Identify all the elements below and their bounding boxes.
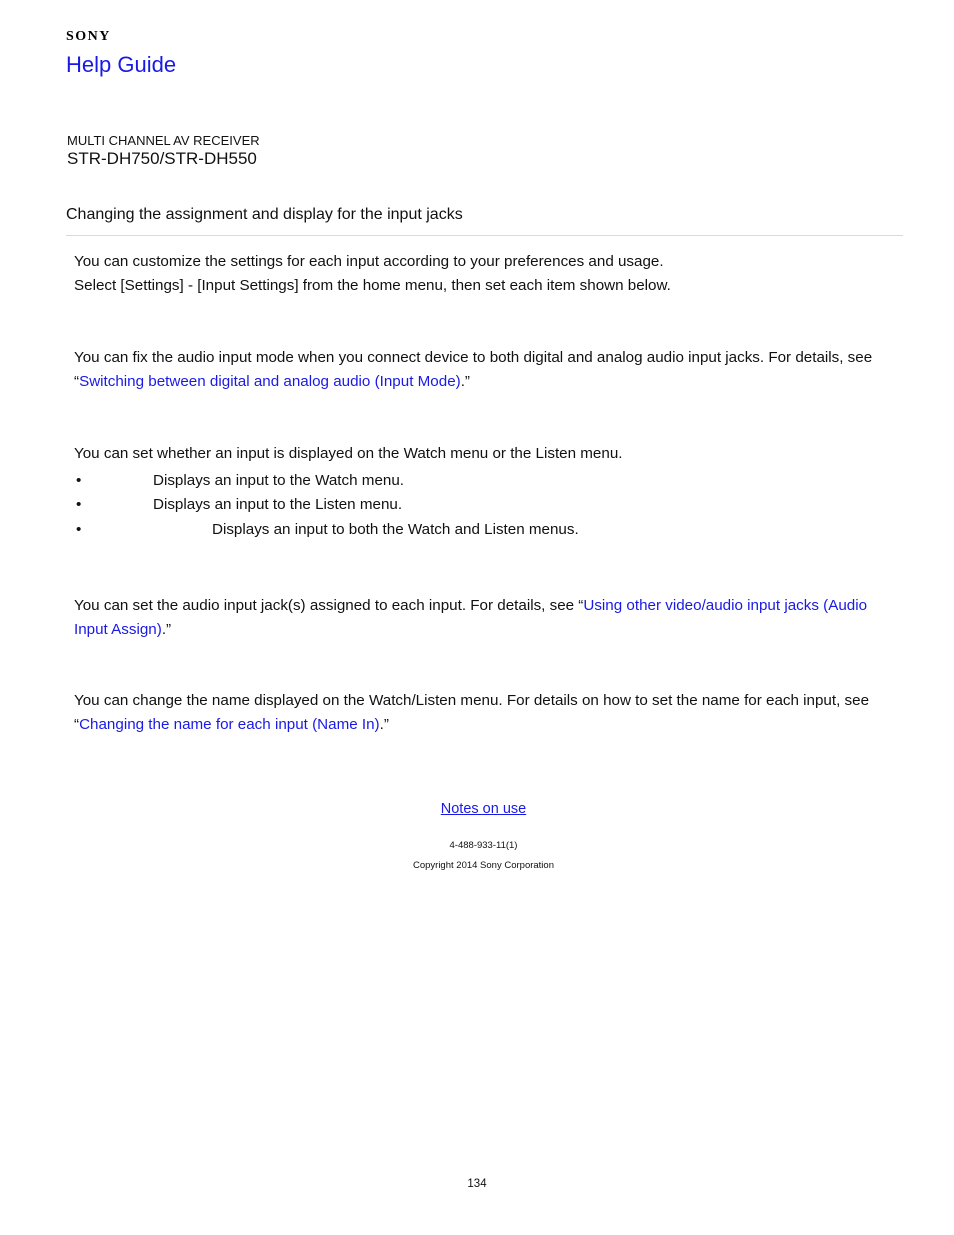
intro-line-2: Select [Settings] - [Input Settings] from the home menu, then set each item shown below. bbox=[74, 277, 671, 294]
audio-assign-link[interactable]: Using other video/audio input jacks (Audio Input Assign) bbox=[74, 597, 868, 638]
name-in-text: You can change the name displayed on the Watch/Listen menu. For details on how to set the name for each input, see “ bbox=[74, 692, 870, 733]
bullet-text-watch: Displays an input to the Watch menu. bbox=[153, 472, 405, 489]
product-category: MULTI CHANNEL AV RECEIVER bbox=[67, 133, 260, 148]
bullet-marker: • bbox=[76, 472, 82, 489]
audio-assign-text: You can set the audio input jack(s) assigned to each input. For details, see “ bbox=[74, 597, 584, 614]
page-title: Changing the assignment and display for the input jacks bbox=[66, 206, 463, 223]
bullet-marker: • bbox=[76, 496, 82, 513]
help-guide-link[interactable]: Help Guide bbox=[66, 52, 177, 77]
document-code: 4-488-933-11(1) bbox=[449, 840, 518, 851]
copyright: Copyright 2014 Sony Corporation bbox=[412, 860, 554, 871]
bullet-marker: • bbox=[76, 521, 82, 538]
name-in-paragraph bbox=[74, 689, 896, 737]
page-number: 134 bbox=[467, 1178, 487, 1190]
input-mode-link[interactable]: Switching between digital and analog audio (Input Mode) bbox=[79, 373, 461, 390]
input-mode-text-end: .” bbox=[460, 373, 470, 390]
audio-assign-paragraph bbox=[74, 594, 896, 642]
title-divider bbox=[66, 235, 903, 236]
audio-assign-text-end: .” bbox=[161, 621, 172, 638]
input-mode-text: You can fix the audio input mode when you connect device to both digital and analog audio input jacks. For details, see “ bbox=[74, 349, 873, 390]
name-in-text-end: .” bbox=[379, 716, 389, 733]
name-in-link[interactable]: Changing the name for each input (Name In) bbox=[79, 716, 380, 733]
input-mode-paragraph bbox=[74, 346, 896, 394]
product-model: STR-DH750/STR-DH550 bbox=[67, 149, 257, 168]
watch-listen-intro: You can set whether an input is displayed on the Watch menu or the Listen menu. bbox=[74, 445, 623, 462]
bullet-text-listen: Displays an input to the Listen menu. bbox=[153, 496, 403, 513]
bullet-text-both: Displays an input to both the Watch and Listen menus. bbox=[212, 521, 579, 538]
sony-logo: SONY bbox=[66, 29, 111, 44]
notes-on-use-link[interactable]: Notes on use bbox=[440, 801, 527, 817]
intro-line-1: You can customize the settings for each input according to your preferences and usage. bbox=[74, 253, 664, 270]
